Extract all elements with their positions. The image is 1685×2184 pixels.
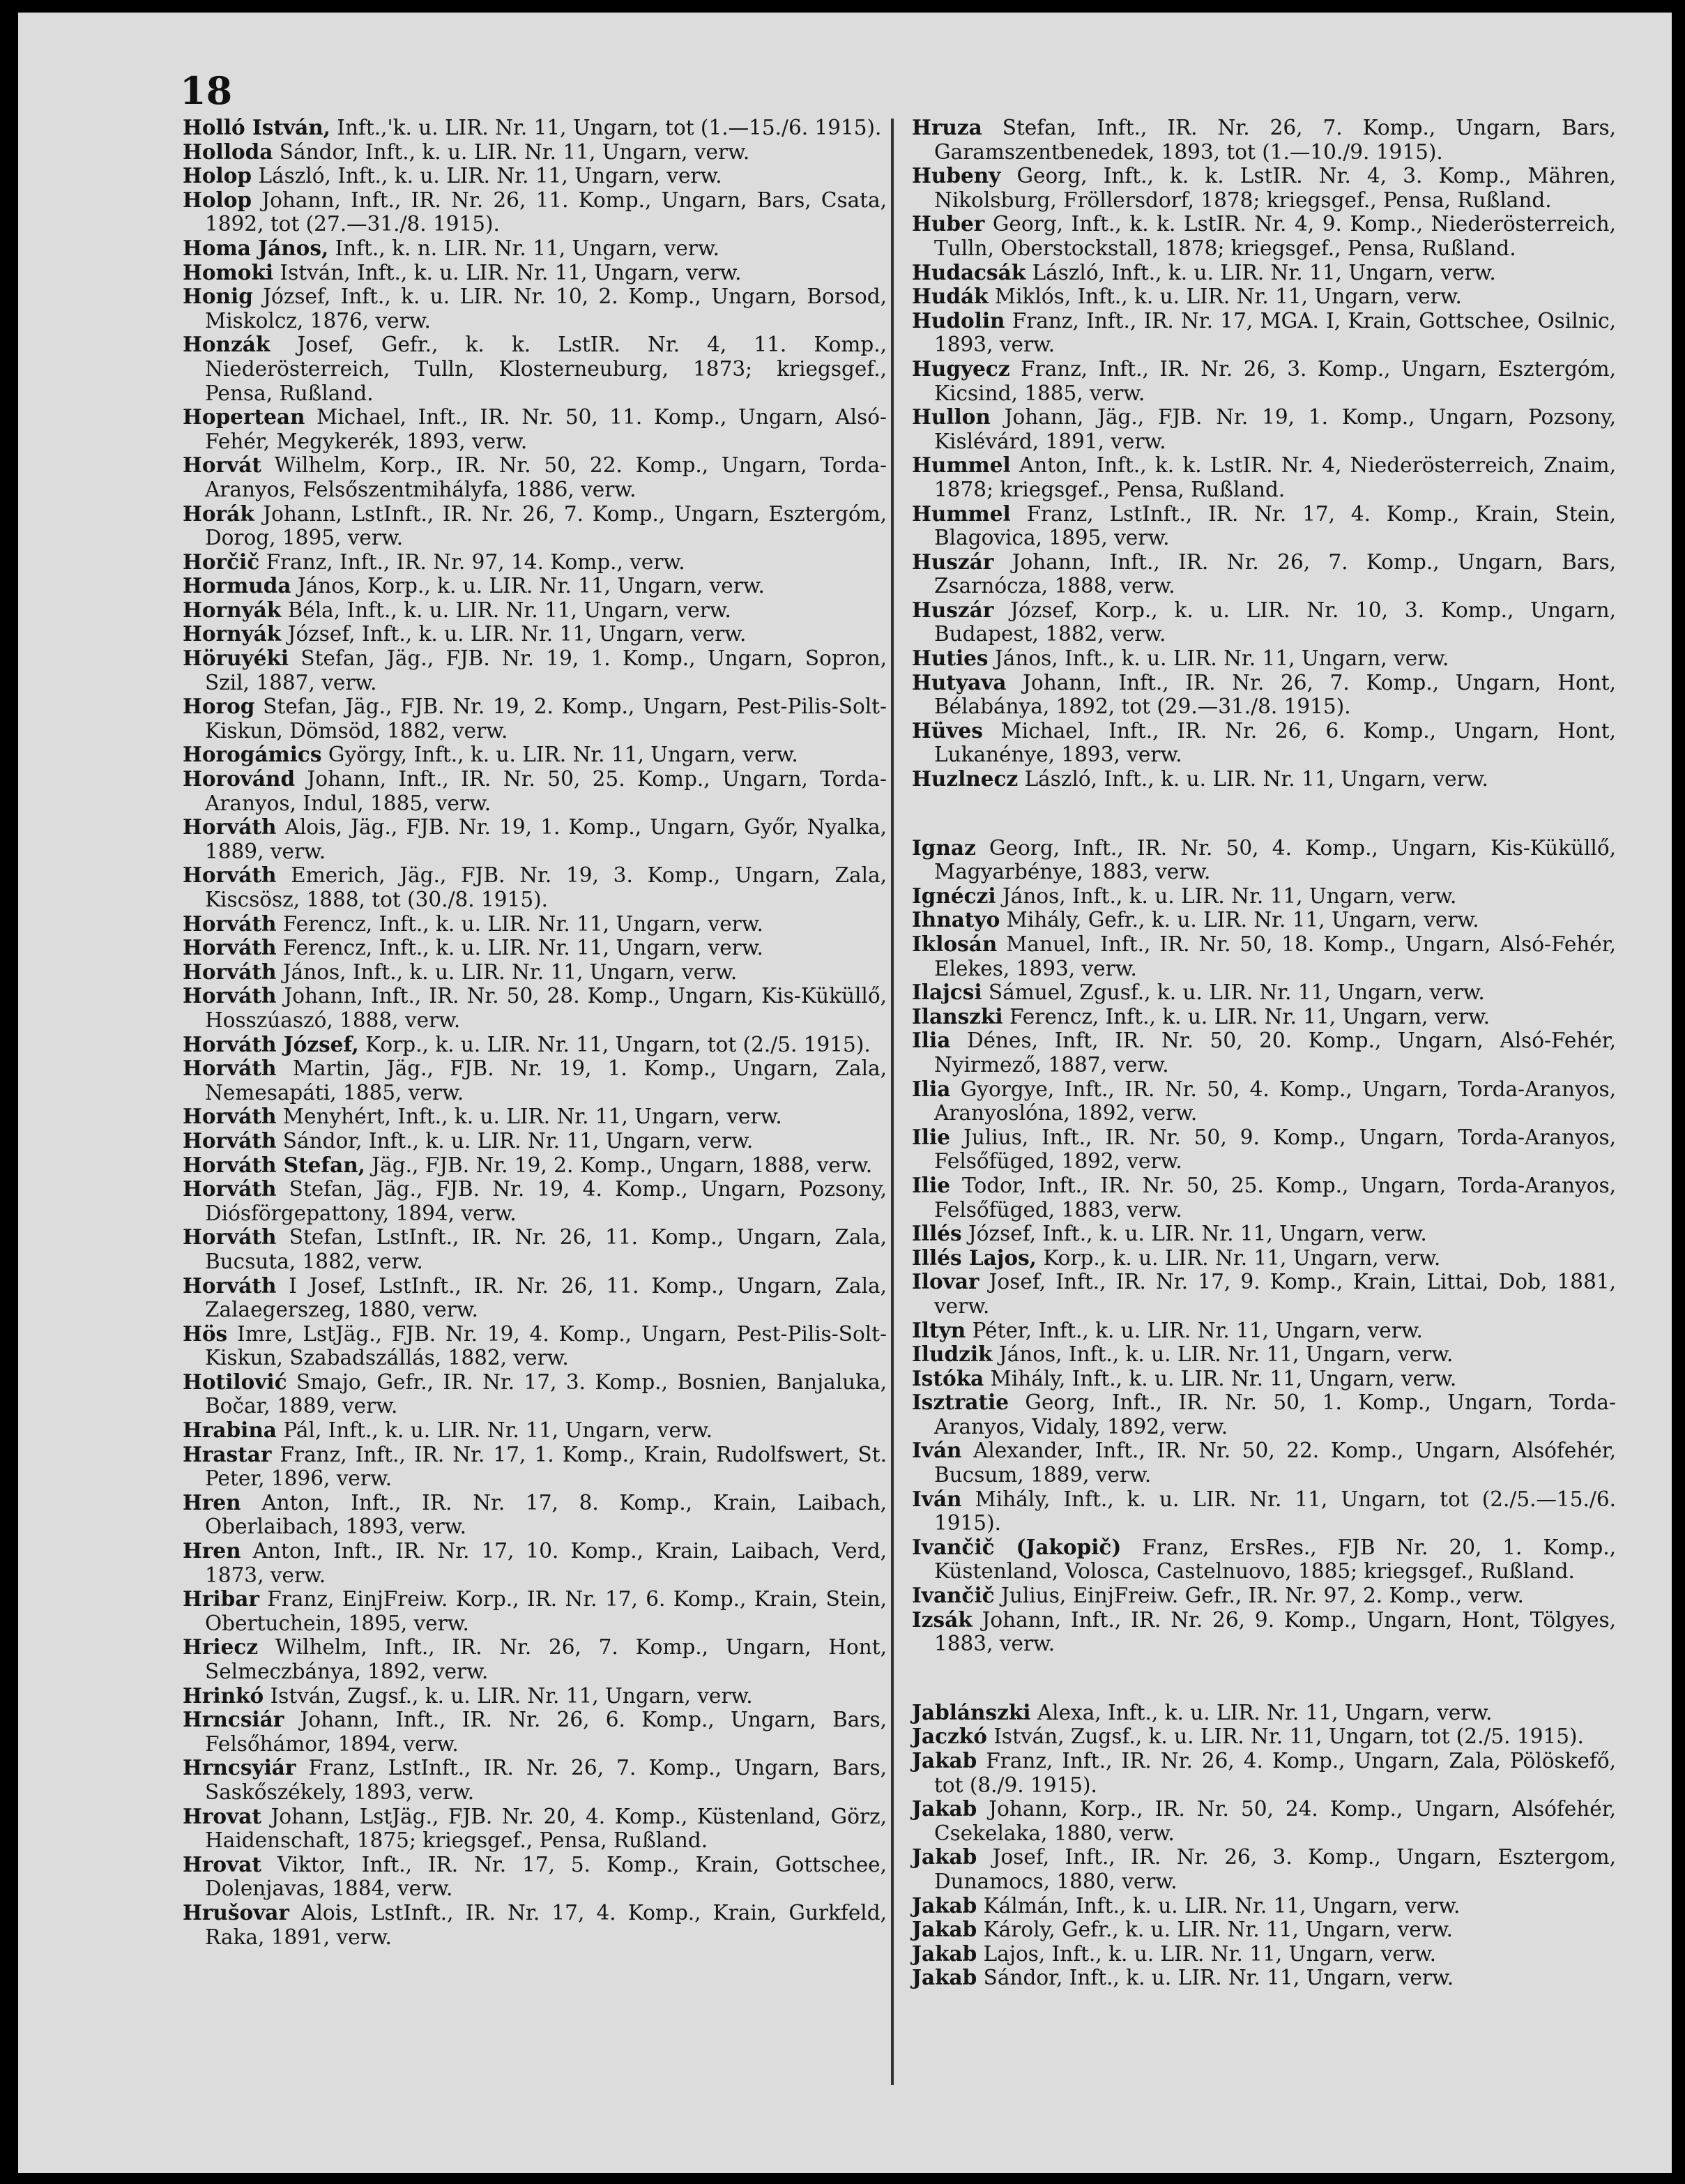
list-entry [912, 646, 1616, 671]
list-entry [183, 236, 887, 261]
list-entry [912, 719, 1616, 767]
entry-details: Franz, LstInft., IR. Nr. 17, 4. Komp., Krain, Stein, Blagovica, 1895, verw. [934, 501, 1616, 550]
entry-details: Franz, ErsRes., FJB Nr. 20, 1. Komp., Küstenland, Volosca, Castelnuovo, 1885; kriegsgef., Rußland. [934, 1535, 1616, 1584]
list-entry [912, 908, 1616, 932]
list-entry [912, 1724, 1616, 1749]
list-entry [912, 836, 1616, 884]
entry-surname: Ignéczi [912, 883, 996, 908]
entry-surname: Horváth [183, 863, 277, 888]
list-entry [183, 405, 887, 453]
entry-details: József, Inft., k. u. LIR. Nr. 11, Ungarn, verw. [281, 622, 747, 646]
entry-details: István, Zugsf., k. u. LIR. Nr. 11, Ungarn, verw. [264, 1683, 753, 1708]
list-entry [183, 188, 887, 236]
list-entry [183, 116, 887, 140]
list-entry [183, 1370, 887, 1418]
entry-surname: Horváth [183, 1056, 277, 1081]
list-entry [183, 1322, 887, 1370]
entry-details: József, Inft., k. u. LIR. Nr. 10, 2. Komp., Ungarn, Borsod, Miskolcz, 1876, verw. [205, 285, 887, 333]
entry-surname: Hrncsyiár [183, 1755, 296, 1780]
list-entry [183, 1056, 887, 1105]
list-entry [183, 1153, 887, 1178]
entry-surname: Höruyéki [183, 646, 289, 671]
list-entry [183, 767, 887, 815]
list-entry [912, 502, 1616, 550]
entry-surname: Horváth [183, 1176, 277, 1201]
entry-surname: Jakab [912, 1796, 977, 1821]
list-entry [183, 912, 887, 936]
list-entry [912, 357, 1616, 405]
list-entry [912, 1918, 1616, 1942]
entry-details: János, Inft., k. u. LIR. Nr. 11, Ungarn, verw. [992, 1342, 1454, 1367]
entry-surname: Hrovat [183, 1803, 261, 1828]
list-entry [183, 1225, 887, 1273]
entry-surname: Horváth [183, 911, 277, 936]
list-entry [912, 1367, 1616, 1391]
list-entry [183, 261, 887, 285]
entry-details: Todor, Inft., IR. Nr. 50, 25. Komp., Ungarn, Torda-Aranyos, Felsőfüged, 1883, verw. [934, 1173, 1616, 1222]
entry-details: Smajo, Gefr., IR. Nr. 17, 3. Komp., Bosnien, Banjaluka, Bočar, 1889, verw. [205, 1370, 887, 1418]
entry-details: Sámuel, Zgusf., k. u. LIR. Nr. 11, Ungarn, verw. [982, 980, 1485, 1005]
entry-details: Korp., k. u. LIR. Nr. 11, Ungarn, tot (2./5. 1915). [358, 1032, 871, 1056]
entry-surname: Hummel [912, 501, 1011, 526]
entry-surname: Jaczkó [912, 1724, 987, 1749]
entry-surname: Holloda [183, 139, 273, 164]
entry-surname: Isztratie [912, 1390, 1009, 1415]
entry-surname: Huszár [912, 597, 994, 622]
document-page [18, 13, 1672, 2173]
entry-details: Gyorgye, Inft., IR. Nr. 50, 4. Komp., Ungarn, Torda-Aranyos, Aranyoslóna, 1892, verw. [934, 1077, 1616, 1125]
entry-surname: Jablánszki [912, 1699, 1031, 1724]
entry-details: Johann, Korp., IR. Nr. 50, 24. Komp., Ungarn, Alsófehér, Csekelaka, 1880, verw. [934, 1797, 1616, 1845]
entry-surname: Holop [183, 163, 252, 188]
entry-details: Johann, Jäg., FJB. Nr. 19, 1. Komp., Ungarn, Pozsony, Kislévárd, 1891, verw. [934, 405, 1616, 453]
entry-surname: Ihnatyo [912, 907, 1000, 932]
list-entry [912, 1608, 1616, 1656]
entry-surname: Iván [912, 1486, 962, 1511]
entry-details: Georg, Inft., IR. Nr. 50, 1. Komp., Ungarn, Torda-Aranyos, Vidaly, 1892, verw. [934, 1390, 1616, 1439]
entry-surname: Holop [183, 187, 252, 212]
list-entry [912, 980, 1616, 1005]
entry-surname: Iklosán [912, 932, 998, 956]
entry-surname: Illés Lajos, [912, 1245, 1037, 1270]
entry-surname: Jakab [912, 1844, 977, 1870]
entry-details: József, Inft., k. u. LIR. Nr. 11, Ungarn, verw. [961, 1222, 1427, 1246]
list-entry [912, 1125, 1616, 1174]
list-entry [183, 1129, 887, 1153]
entry-details: Johann, Inft., IR. Nr. 50, 28. Komp., Ungarn, Kis-Küküllő, Hosszúaszó, 1888, verw. [205, 984, 887, 1032]
entry-surname: Illés [912, 1221, 962, 1246]
entry-details: Wilhelm, Korp., IR. Nr. 50, 22. Komp., Ungarn, Torda-Aranyos, Felsőszentmihályfa, 1886, verw. [205, 453, 887, 501]
list-entry [912, 1222, 1616, 1246]
entry-surname: Hornyák [183, 597, 282, 622]
entry-surname: Horovánd [183, 766, 296, 791]
entry-details: Julius, EinjFreiw. Gefr., IR. Nr. 97, 2. Komp., verw. [994, 1584, 1524, 1608]
entry-details: Ferencz, Inft., k. u. LIR. Nr. 11, Ungarn, verw. [276, 936, 763, 960]
entry-surname: Ilanszki [912, 1003, 1003, 1029]
list-entry [912, 1966, 1616, 1990]
entry-surname: Hüves [912, 718, 983, 743]
list-entry [183, 936, 887, 960]
list-entry [912, 1894, 1616, 1918]
entry-surname: Jakab [912, 1917, 977, 1942]
entry-details: Inft.,'k. u. LIR. Nr. 11, Ungarn, tot (1.—15./6. 1915). [330, 116, 882, 139]
entry-surname: Hrabina [183, 1418, 277, 1443]
entry-details: Josef, Gefr., k. k. LstIR. Nr. 4, 11. Komp., Niederösterreich, Tulln, Klosterneuburg, 1873; kriegsgef., Pensa, Rußland. [205, 333, 887, 405]
entry-details: Stefan, Inft., IR. Nr. 26, 7. Komp., Ungarn, Bars, Garamszentbenedek, 1893, tot (1.—10./9. 1915). [934, 116, 1616, 164]
entry-surname: Homoki [183, 259, 274, 285]
list-entry [912, 884, 1616, 909]
entry-details: Stefan, Jäg., FJB. Nr. 19, 2. Komp., Ungarn, Pest-Pilis-Solt-Kiskun, Dömsöd, 1882, verw. [205, 695, 887, 743]
list-entry [912, 1342, 1616, 1367]
entry-details: Stefan, LstInft., IR. Nr. 26, 11. Komp., Ungarn, Zala, Bucsuta, 1882, verw. [205, 1225, 887, 1273]
list-entry [912, 164, 1616, 212]
list-entry [183, 164, 887, 188]
entry-details: Ferencz, Inft., k. u. LIR. Nr. 11, Ungarn, verw. [1002, 1004, 1490, 1029]
list-entry [912, 1174, 1616, 1222]
entry-details: Michael, Inft., IR. Nr. 50, 11. Komp., Ungarn, Alsó-Fehér, Megykerék, 1893, verw. [205, 405, 887, 453]
list-entry [183, 1105, 887, 1129]
list-entry [912, 1749, 1616, 1797]
entry-surname: Holló István, [183, 115, 330, 139]
list-entry [183, 1684, 887, 1708]
entry-surname: Ivančič [912, 1583, 995, 1608]
entry-surname: Horog [183, 694, 255, 719]
list-entry [912, 116, 1616, 164]
list-entry [183, 1418, 887, 1443]
entry-details: Miklós, Inft., k. u. LIR. Nr. 11, Ungarn, verw. [988, 285, 1462, 309]
list-entry [183, 574, 887, 598]
entry-surname: Iván [912, 1438, 962, 1463]
entry-details: Julius, Inft., IR. Nr. 50, 9. Komp., Ungarn, Torda-Aranyos, Felsőfüged, 1892, verw. [934, 1125, 1616, 1174]
entry-surname: Jakab [912, 1941, 977, 1966]
list-entry [912, 1390, 1616, 1439]
entry-details: Franz, Inft., IR. Nr. 17, 1. Komp., Krain, Rudolfswert, St. Peter, 1896, verw. [205, 1442, 887, 1491]
entry-surname: Hrinkó [183, 1683, 264, 1708]
entry-details: Johann, Inft., IR. Nr. 26, 7. Komp., Ungarn, Bars, Zsarnócza, 1888, verw. [934, 549, 1616, 598]
entry-details: László, Inft., k. u. LIR. Nr. 11, Ungarn, verw. [1026, 260, 1496, 285]
entry-surname: Ilovar [912, 1269, 979, 1294]
entry-details: Mihály, Inft., k. u. LIR. Nr. 11, Ungarn, verw. [984, 1366, 1457, 1390]
entry-surname: Hubeny [912, 163, 1001, 188]
entry-surname: Istóka [912, 1365, 984, 1390]
entry-surname: Izsák [912, 1607, 973, 1632]
list-entry [912, 1942, 1616, 1966]
entry-surname: Ilie [912, 1124, 950, 1149]
list-entry [912, 932, 1616, 980]
entry-surname: Horváth [183, 814, 277, 840]
entry-details: Mihály, Gefr., k. u. LIR. Nr. 11, Ungarn, verw. [1000, 908, 1479, 932]
entry-details: Anton, Inft., IR. Nr. 17, 10. Komp., Krain, Laibach, Verd, 1873, verw. [205, 1539, 887, 1587]
entry-surname: Horváth [183, 1224, 277, 1250]
entry-details: Anton, Inft., IR. Nr. 17, 8. Komp., Krain, Laibach, Oberlaibach, 1893, verw. [205, 1490, 887, 1539]
entry-surname: Horváth Stefan, [183, 1152, 365, 1177]
entry-details: Korp., k. u. LIR. Nr. 11, Ungarn, verw. [1036, 1245, 1441, 1270]
list-entry [183, 1539, 887, 1587]
list-entry [183, 646, 887, 695]
list-entry [912, 1270, 1616, 1318]
entry-details: Dénes, Inft, IR. Nr. 50, 20. Komp., Ungarn, Alsó-Fehér, Nyirmező, 1887, verw. [934, 1029, 1616, 1077]
entry-surname: Hrušovar [183, 1899, 289, 1925]
page-number: 18 [180, 68, 233, 113]
list-entry [183, 1635, 887, 1683]
list-entry [183, 1756, 887, 1804]
list-entry [183, 1805, 887, 1853]
entry-surname: Hummel [912, 453, 1011, 478]
entry-details: Franz, Inft., IR. Nr. 97, 14. Komp., verw. [259, 549, 685, 574]
left-column [183, 116, 887, 1949]
list-entry [912, 212, 1616, 260]
list-entry [183, 1853, 887, 1901]
list-entry [183, 1587, 887, 1635]
entry-surname: Hudacsák [912, 259, 1026, 285]
entry-details: Wilhelm, Inft., IR. Nr. 26, 7. Komp., Ungarn, Hont, Selmeczbánya, 1892, verw. [205, 1635, 887, 1683]
entry-details: János, Inft., k. u. LIR. Nr. 11, Ungarn, verw. [996, 884, 1457, 908]
section-gap [912, 1656, 1616, 1701]
entry-details: Franz, Inft., IR. Nr. 17, MGA. I, Krain, Gottschee, Osilnic, 1893, verw. [934, 308, 1616, 357]
list-entry [183, 984, 887, 1032]
entry-surname: Horváth [183, 959, 277, 984]
entry-surname: Huber [912, 211, 985, 236]
entry-details: Franz, Inft., IR. Nr. 26, 3. Komp., Ungarn, Esztergóm, Kicsind, 1885, verw. [934, 356, 1616, 405]
entry-details: Stefan, Jäg., FJB. Nr. 19, 4. Komp., Ungarn, Pozsony, Diósförgepattony, 1894, verw. [205, 1177, 887, 1225]
list-entry [183, 333, 887, 405]
entry-surname: Hös [183, 1321, 228, 1346]
list-entry [912, 767, 1616, 791]
entry-surname: Hornyák [183, 621, 282, 646]
entry-details: Viktor, Inft., IR. Nr. 17, 5. Komp., Krain, Gottschee, Dolenjavas, 1884, verw. [205, 1852, 887, 1901]
list-entry [912, 1845, 1616, 1893]
entry-surname: Hudolin [912, 308, 1005, 333]
entry-details: Johann, Inft., IR. Nr. 26, 11. Komp., Ungarn, Bars, Csata, 1892, tot (27.—31./8. 1915). [205, 188, 887, 236]
entry-surname: Ilie [912, 1172, 950, 1197]
entry-details: József, Korp., k. u. LIR. Nr. 10, 3. Komp., Ungarn, Budapest, 1882, verw. [934, 598, 1616, 646]
entry-surname: Ilajcsi [912, 980, 982, 1005]
entry-details: Sándor, Inft., k. u. LIR. Nr. 11, Ungarn, verw. [977, 1966, 1454, 1990]
entry-details: Johann, Inft., IR. Nr. 50, 25. Komp., Ungarn, Torda-Aranyos, Indul, 1885, verw. [205, 767, 887, 815]
entry-details: Martin, Jäg., FJB. Nr. 19, 1. Komp., Ungarn, Zala, Nemesapáti, 1885, verw. [205, 1056, 887, 1105]
entry-details: Johann, Inft., IR. Nr. 26, 6. Komp., Ungarn, Bars, Felsőhámor, 1894, verw. [205, 1708, 887, 1756]
entry-surname: Hren [183, 1538, 241, 1563]
entry-details: Lajos, Inft., k. u. LIR. Nr. 11, Ungarn, verw. [977, 1941, 1437, 1966]
entry-details: István, Inft., k. u. LIR. Nr. 11, Ungarn, verw. [273, 260, 742, 285]
entry-surname: Hullon [912, 404, 991, 430]
entry-details: Péter, Inft., k. u. LIR. Nr. 11, Ungarn, verw. [966, 1318, 1423, 1342]
list-entry [183, 285, 887, 333]
list-entry [912, 1535, 1616, 1584]
entry-details: Alexa, Inft., k. u. LIR. Nr. 11, Ungarn, verw. [1030, 1700, 1493, 1724]
entry-details: Sándor, Inft., k. u. LIR. Nr. 11, Ungarn, verw. [273, 139, 750, 164]
entry-surname: Jakab [912, 1965, 977, 1990]
entry-surname: Hriecz [183, 1635, 259, 1660]
entry-details: Alois, LstInft., IR. Nr. 17, 4. Komp., Krain, Gurkfeld, Raka, 1891, verw. [205, 1900, 887, 1949]
entry-details: Alois, Jäg., FJB. Nr. 19, 1. Komp., Ungarn, Győr, Nyalka, 1889, verw. [205, 815, 887, 863]
entry-details: Franz, Inft., IR. Nr. 26, 4. Komp., Ungarn, Zala, Pölöskefő, tot (8./9. 1915). [934, 1749, 1616, 1797]
list-entry [912, 1005, 1616, 1029]
list-entry [183, 863, 887, 911]
list-entry [912, 405, 1616, 453]
list-entry [183, 1033, 887, 1057]
entry-surname: Hruza [912, 115, 982, 139]
entry-surname: Horváth [183, 983, 277, 1008]
list-entry [183, 140, 887, 165]
entry-surname: Ilia [912, 1076, 951, 1101]
entry-surname: Ignaz [912, 835, 976, 860]
entry-surname: Horčič [183, 549, 260, 574]
entry-surname: Iludzik [912, 1342, 993, 1367]
entry-surname: Horák [183, 501, 254, 526]
entry-surname: Ivančič (Jakopič) [912, 1534, 1122, 1559]
entry-surname: Horváth [183, 1104, 277, 1129]
list-entry [912, 1439, 1616, 1487]
entry-surname: Hrncsiár [183, 1707, 284, 1732]
entry-details: Johann, LstInft., IR. Nr. 26, 7. Komp., Ungarn, Esztergóm, Dorog, 1895, verw. [205, 501, 887, 550]
entry-surname: Horváth [183, 1128, 277, 1153]
entry-surname: Ilia [912, 1028, 951, 1053]
entry-details: Jäg., FJB. Nr. 19, 2. Komp., Ungarn, 1888, verw. [365, 1153, 873, 1177]
list-entry [912, 309, 1616, 357]
list-entry [183, 598, 887, 623]
list-entry [912, 550, 1616, 598]
entry-surname: Horváth [183, 935, 277, 960]
entry-details: Imre, LstJäg., FJB. Nr. 19, 4. Komp., Ungarn, Pest-Pilis-Solt-Kiskun, Szabadszállás, 1882, verw. [205, 1321, 887, 1370]
entry-details: Kálmán, Inft., k. u. LIR. Nr. 11, Ungarn, verw. [977, 1893, 1461, 1918]
entry-details: Menyhért, Inft., k. u. LIR. Nr. 11, Ungarn, verw. [276, 1105, 782, 1129]
list-entry [183, 1491, 887, 1539]
list-entry [183, 1901, 887, 1949]
entry-details: Michael, Inft., IR. Nr. 26, 6. Komp., Ungarn, Hont, Lukanénye, 1893, verw. [934, 718, 1616, 767]
entry-surname: Horogámics [183, 742, 322, 767]
entry-details: Károly, Gefr., k. u. LIR. Nr. 11, Ungarn, verw. [977, 1918, 1453, 1942]
entry-details: Stefan, Jäg., FJB. Nr. 19, 1. Komp., Ungarn, Sopron, Szil, 1887, verw. [205, 646, 887, 695]
entry-surname: Hrastar [183, 1441, 272, 1466]
list-entry [183, 502, 887, 550]
entry-details: László, Inft., k. u. LIR. Nr. 11, Ungarn, verw. [252, 164, 722, 188]
list-entry [183, 960, 887, 985]
entry-surname: Hrovat [183, 1851, 261, 1876]
entry-surname: Hotilović [183, 1369, 287, 1394]
list-entry [912, 1584, 1616, 1608]
entry-details: György, Inft., k. u. LIR. Nr. 11, Ungarn, verw. [321, 743, 798, 767]
entry-surname: Jakab [912, 1748, 977, 1773]
entry-surname: Hugyecz [912, 356, 1010, 381]
entry-details: Alexander, Inft., IR. Nr. 50, 22. Komp., Ungarn, Alsófehér, Bucsum, 1889, verw. [934, 1439, 1616, 1487]
entry-details: László, Inft., k. u. LIR. Nr. 11, Ungarn, verw. [1018, 767, 1488, 791]
list-entry [183, 815, 887, 863]
entry-details: Josef, Inft., IR. Nr. 26, 3. Komp., Ungarn, Esztergom, Dunamocs, 1880, verw. [934, 1845, 1616, 1893]
entry-details: Johann, Inft., IR. Nr. 26, 7. Komp., Ungarn, Hont, Bélabánya, 1892, tot (29.—31./8. 1915). [934, 670, 1616, 719]
list-entry [912, 453, 1616, 501]
entry-details: János, Inft., k. u. LIR. Nr. 11, Ungarn, verw. [988, 646, 1449, 671]
entry-surname: Jakab [912, 1893, 977, 1918]
entry-details: Béla, Inft., k. u. LIR. Nr. 11, Ungarn, verw. [281, 598, 731, 622]
section-gap [912, 791, 1616, 836]
list-entry [183, 1708, 887, 1756]
list-entry [183, 1274, 887, 1322]
entry-details: János, Inft., k. u. LIR. Nr. 11, Ungarn, verw. [276, 960, 738, 984]
list-entry [912, 1487, 1616, 1535]
entry-details: Mihály, Inft., k. u. LIR. Nr. 11, Ungarn, tot (2./5.—15./6. 1915). [934, 1487, 1616, 1535]
entry-surname: Hutyava [912, 669, 1007, 695]
entry-details: Georg, Inft., k. k. LstIR. Nr. 4, 9. Komp., Niederösterreich, Tulln, Oberstockstall, 1878; kriegsgef., Pensa, Rußland. [934, 212, 1616, 260]
entry-surname: Huszár [912, 549, 994, 574]
entry-details: Pál, Inft., k. u. LIR. Nr. 11, Ungarn, verw. [276, 1418, 713, 1443]
entry-surname: Honzák [183, 332, 270, 357]
list-entry [912, 285, 1616, 309]
entry-details: Georg, Inft., IR. Nr. 50, 4. Komp., Ungarn, Kis-Küküllő, Magyarbénye, 1883, verw. [934, 835, 1616, 884]
list-entry [912, 598, 1616, 646]
list-entry [912, 1319, 1616, 1343]
entry-details: Manuel, Inft., IR. Nr. 50, 18. Komp., Ungarn, Alsó-Fehér, Elekes, 1893, verw. [934, 932, 1616, 980]
list-entry [183, 622, 887, 646]
entry-details: István, Zugsf., k. u. LIR. Nr. 11, Ungarn, tot (2./5. 1915). [986, 1724, 1584, 1749]
list-entry [912, 1797, 1616, 1845]
entry-surname: Hren [183, 1489, 241, 1515]
entry-details: Inft., k. n. LIR. Nr. 11, Ungarn, verw. [328, 236, 720, 260]
list-entry [183, 743, 887, 767]
entry-details: Georg, Inft., k. k. LstIR. Nr. 4, 3. Komp., Mähren, Nikolsburg, Fröllersdorf, 1878; kriegsgef., Pensa, Rußland. [934, 164, 1616, 212]
list-entry [183, 1177, 887, 1225]
entry-details: I Josef, LstInft., IR. Nr. 26, 11. Komp., Ungarn, Zala, Zalaegerszeg, 1880, verw. [205, 1273, 887, 1322]
entry-surname: Huties [912, 646, 989, 671]
list-entry [912, 1077, 1616, 1125]
list-entry [912, 261, 1616, 285]
entry-details: Johann, Inft., IR. Nr. 26, 9. Komp., Ungarn, Hont, Tölgyes, 1883, verw. [934, 1607, 1616, 1656]
entry-surname: Horváth [183, 1273, 277, 1298]
entry-details: János, Korp., k. u. LIR. Nr. 11, Ungarn, verw. [291, 574, 765, 598]
entry-surname: Hopertean [183, 404, 305, 430]
entry-surname: Hribar [183, 1586, 259, 1612]
list-entry [183, 1443, 887, 1491]
entry-details: Emerich, Jäg., FJB. Nr. 19, 3. Komp., Ungarn, Zala, Kiscsösz, 1888, tot (30./8. 1915). [205, 863, 887, 911]
entry-details: Josef, Inft., IR. Nr. 17, 9. Komp., Krain, Littai, Dob, 1881, verw. [934, 1270, 1616, 1318]
list-entry [183, 453, 887, 501]
entry-surname: Honig [183, 284, 253, 309]
entry-details: Anton, Inft., k. k. LstIR. Nr. 4, Niederösterreich, Znaim, 1878; kriegsgef., Pensa, Rußland. [934, 453, 1616, 501]
entry-details: Ferencz, Inft., k. u. LIR. Nr. 11, Ungarn, verw. [276, 911, 763, 936]
entry-surname: Hormuda [183, 573, 291, 598]
right-column [912, 116, 1616, 1990]
list-entry [912, 1246, 1616, 1271]
entry-surname: Homa János, [183, 235, 329, 260]
entry-surname: Horvát [183, 453, 261, 478]
entry-details: Franz, LstInft., IR. Nr. 26, 7. Komp., Ungarn, Bars, Saskőszékely, 1893, verw. [205, 1756, 887, 1804]
list-entry [183, 695, 887, 743]
entry-surname: Hudák [912, 284, 989, 309]
entry-details: Johann, LstJäg., FJB. Nr. 20, 4. Komp., Küstenland, Görz, Haidenschaft, 1875; kriegsgef., Pensa, Rußland. [205, 1804, 887, 1853]
list-entry [912, 1029, 1616, 1077]
entry-details: Franz, EinjFreiw. Korp., IR. Nr. 17, 6. Komp., Krain, Stein, Obertuchein, 1895, verw. [205, 1587, 887, 1635]
list-entry [183, 550, 887, 575]
list-entry [912, 1701, 1616, 1725]
entry-details: Sándor, Inft., k. u. LIR. Nr. 11, Ungarn, verw. [276, 1128, 754, 1153]
entry-surname: Huzlnecz [912, 766, 1019, 791]
entry-surname: Iltyn [912, 1317, 966, 1342]
list-entry [912, 671, 1616, 719]
column-divider [891, 119, 894, 2085]
entry-surname: Horváth József, [183, 1031, 359, 1056]
